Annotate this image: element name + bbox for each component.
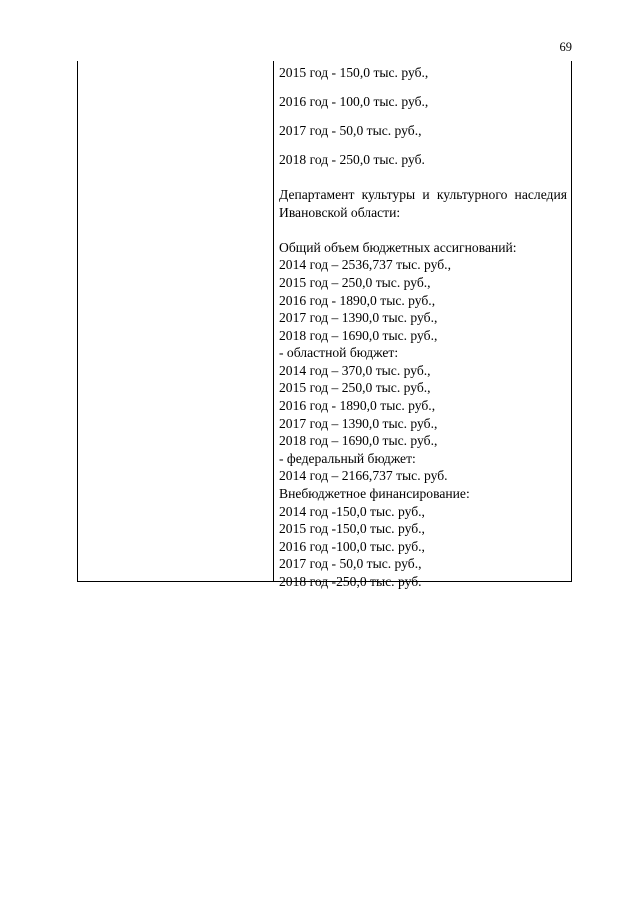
- budget-line: 2015 год – 250,0 тыс. руб.,: [279, 274, 431, 290]
- budget-line: 2018 год – 1690,0 тыс. руб.,: [279, 433, 438, 449]
- table-left-cell: [78, 61, 274, 581]
- budget-line: 2018 год – 1690,0 тыс. руб.,: [279, 327, 438, 343]
- federal-budget-heading: - федеральный бюджет:: [279, 450, 416, 466]
- budget-line: 2014 год – 2536,737 тыс. руб.,: [279, 257, 451, 273]
- budget-line: 2015 год – 250,0 тыс. руб.,: [279, 380, 431, 396]
- table-right-cell: [274, 61, 571, 589]
- budget-line: 2018 год -250,0 тыс. руб.: [279, 574, 422, 589]
- budget-line: 2017 год – 1390,0 тыс. руб.,: [279, 310, 438, 326]
- funding-line: 2018 год - 250,0 тыс. руб.: [279, 151, 425, 167]
- budget-line: 2017 год - 50,0 тыс. руб.,: [279, 556, 422, 572]
- budget-line: 2016 год -100,0 тыс. руб.,: [279, 538, 425, 554]
- funding-line: 2015 год - 150,0 тыс. руб.,: [279, 65, 429, 80]
- budget-line: 2016 год - 1890,0 тыс. руб.,: [279, 398, 436, 414]
- funding-line: 2017 год - 50,0 тыс. руб.,: [279, 122, 422, 138]
- budget-line: 2014 год -150,0 тыс. руб.,: [279, 503, 425, 519]
- budget-line: 2015 год -150,0 тыс. руб.,: [279, 521, 425, 537]
- funding-line: 2016 год - 100,0 тыс. руб.,: [279, 93, 429, 109]
- page-number: 69: [559, 40, 572, 54]
- budget-total-heading: Общий объем бюджетных ассигнований:: [279, 239, 517, 255]
- budget-line: 2016 год - 1890,0 тыс. руб.,: [279, 292, 436, 308]
- budget-line: 2014 год – 2166,737 тыс. руб.: [279, 468, 448, 484]
- budget-line: 2017 год – 1390,0 тыс. руб.,: [279, 415, 438, 431]
- department-heading: Департамент культуры и культурного наследия Ивановской области:: [279, 186, 567, 220]
- budget-table: [77, 61, 572, 589]
- budget-line: 2014 год – 370,0 тыс. руб.,: [279, 362, 431, 378]
- regional-budget-heading: - областной бюджет:: [279, 345, 399, 361]
- extrabudgetary-heading: Внебюджетное финансирование:: [279, 486, 470, 502]
